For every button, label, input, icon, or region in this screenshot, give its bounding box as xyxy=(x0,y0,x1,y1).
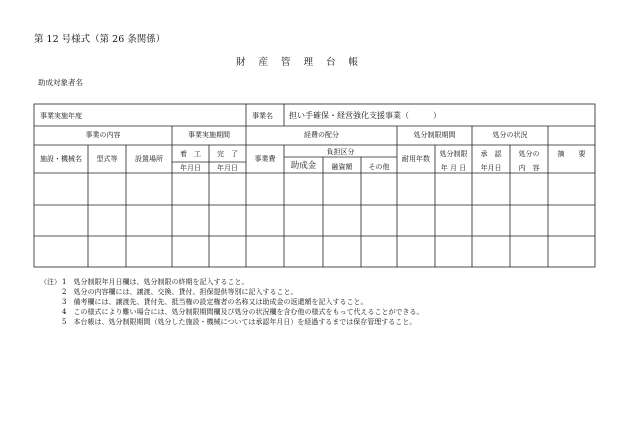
fiscal-year-label: 事業実施年度 xyxy=(40,112,82,120)
col-disposal-content-2: 内 容 xyxy=(518,164,540,172)
col-own-funds: 融資額 xyxy=(331,163,353,171)
col-start: 着 工 xyxy=(180,150,201,158)
col-subsidy: 助成金 xyxy=(290,161,317,171)
group-disposal-period: 処分制限期間 xyxy=(413,131,456,139)
notes-prefix: （注） xyxy=(40,278,61,286)
group-project-content: 事業の内容 xyxy=(85,131,121,139)
col-start-date: 年月日 xyxy=(180,164,201,172)
col-approval-date: 年月日 xyxy=(480,164,502,172)
group-project-period: 事業実施期間 xyxy=(188,131,230,139)
applicant-name-label: 助成対象者名 xyxy=(38,78,83,87)
note-item: 3 備考欄には、譲渡先、貸付先、抵当権の設定権者の名称又は助成金の返還額を記入すること。 xyxy=(62,298,368,306)
note-item: 5 本台帳は、処分制限期間（処分した施設・機械については承認年月日）を経過するまでは保存管理すること。 xyxy=(62,318,417,326)
col-disposal-limit-date: 年 月 日 xyxy=(440,164,467,172)
col-model: 型式等 xyxy=(96,155,118,163)
col-install-location: 設置場所 xyxy=(135,155,163,163)
col-approval: 承 認 xyxy=(480,150,502,158)
note-item: 1 処分制限年月日欄は、処分制限の終期を記入すること。 xyxy=(62,278,249,286)
col-other: その他 xyxy=(368,163,390,171)
col-remarks: 摘 要 xyxy=(557,150,586,158)
note-item: 2 処分の内容欄には、譲渡、交換、貸付、担保提供等別に記入すること。 xyxy=(62,288,298,296)
document-title: 財産管理台帳 xyxy=(236,57,372,68)
group-disposal-status: 処分の状況 xyxy=(492,131,528,139)
col-project-cost: 事業費 xyxy=(254,155,276,163)
col-completion-date: 年月日 xyxy=(217,164,238,172)
col-burden-category: 負担区分 xyxy=(326,148,355,156)
group-cost-allocation: 経費の配分 xyxy=(304,131,339,139)
col-durable-years: 耐用年数 xyxy=(402,155,430,163)
project-name-label: 事業名 xyxy=(252,112,273,120)
col-disposal-limit: 処分制限 xyxy=(439,150,468,158)
col-facility-name: 施設・機械名 xyxy=(40,155,82,163)
form-number: 第 12 号様式（第 26 条関係） xyxy=(34,34,166,45)
col-completion: 完 了 xyxy=(217,150,238,158)
project-name-value: 担い手確保・経営強化支援事業（ ） xyxy=(289,111,441,120)
col-disposal-content: 処分の xyxy=(518,150,540,158)
note-item: 4 この様式により難い場合には、処分制限期間欄及び処分の状況欄を含む他の様式をもって代えることができる。 xyxy=(62,308,424,316)
